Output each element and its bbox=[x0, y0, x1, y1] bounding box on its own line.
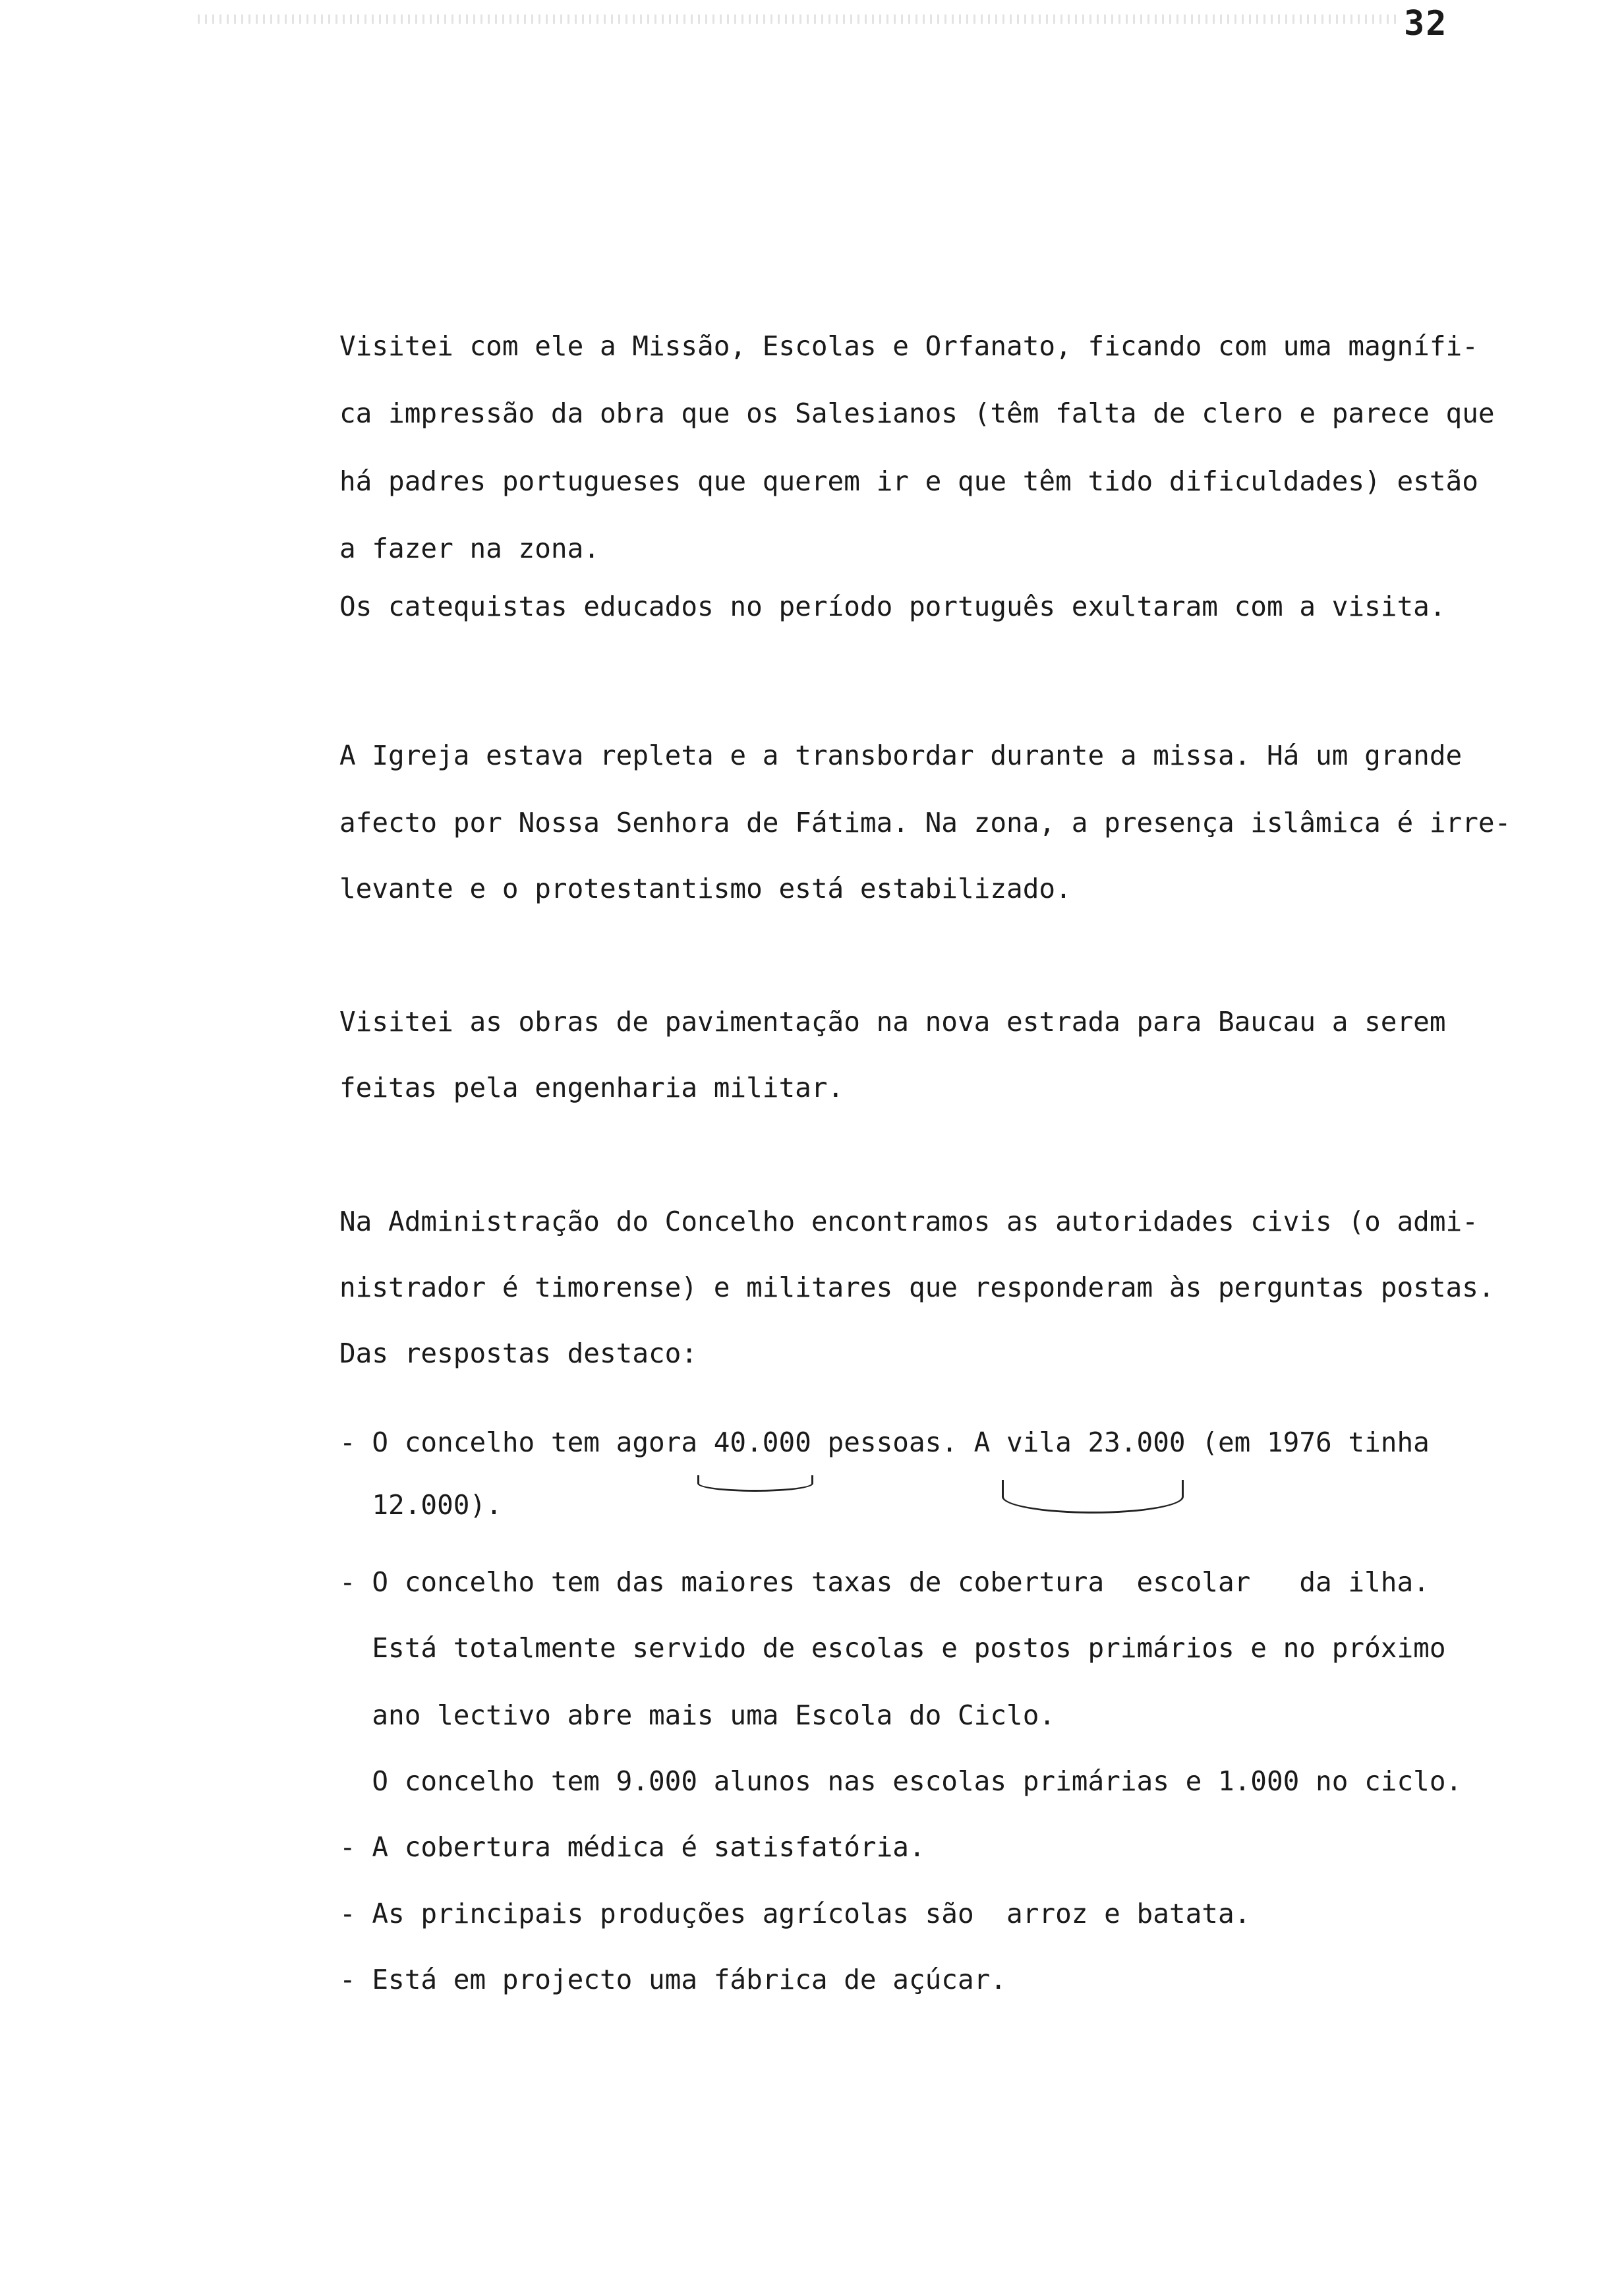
handwritten-underline-mark bbox=[697, 1475, 813, 1492]
paragraph-2-line-1: A Igreja estava repleta e a transbordar durante a missa. Há um grande bbox=[339, 740, 1463, 771]
handwritten-curve-mark bbox=[1002, 1480, 1184, 1514]
paragraph-4-line-1: Na Administração do Concelho encontramos as autoridades civis (o admi- bbox=[339, 1206, 1478, 1237]
paragraph-1-line-5: Os catequistas educados no período português exultaram com a visita. bbox=[339, 591, 1446, 622]
bullet-1-line-1: - O concelho tem agora 40.000 pessoas. A vila 23.000 (em 1976 tinha bbox=[339, 1426, 1430, 1458]
paragraph-2-line-3: levante e o protestantismo está estabilizado. bbox=[339, 873, 1072, 904]
bullet-4-line-1: - As principais produções agrícolas são arroz e batata. bbox=[339, 1898, 1251, 1929]
page-number: 32 bbox=[1404, 4, 1448, 44]
bullet-3-line-1: - A cobertura médica é satisfatória. bbox=[339, 1831, 925, 1863]
bullet-5-line-1: - Está em projecto uma fábrica de açúcar. bbox=[339, 1964, 1007, 1995]
paragraph-1-line-1: Visitei com ele a Missão, Escolas e Orfanato, ficando com uma magnífi- bbox=[339, 330, 1478, 362]
bullet-2-line-2: Está totalmente servido de escolas e postos primários e no próximo bbox=[339, 1632, 1446, 1664]
paragraph-1-line-3: há padres portugueses que querem ir e que têm tido dificuldades) estão bbox=[339, 465, 1478, 497]
paragraph-3-line-2: feitas pela engenharia militar. bbox=[339, 1072, 844, 1103]
paragraph-3-line-1: Visitei as obras de pavimentação na nova estrada para Baucau a serem bbox=[339, 1006, 1446, 1038]
paragraph-2-line-2: afecto por Nossa Senhora de Fátima. Na zona, a presença islâmica é irre- bbox=[339, 807, 1511, 838]
bullet-2-line-4: O concelho tem 9.000 alunos nas escolas primárias e 1.000 no ciclo. bbox=[339, 1765, 1463, 1797]
paragraph-4-line-2: nistrador é timorense) e militares que responderam às perguntas postas. bbox=[339, 1272, 1495, 1303]
paragraph-4-line-3: Das respostas destaco: bbox=[339, 1338, 698, 1369]
bullet-2-line-3: ano lectivo abre mais uma Escola do Ciclo. bbox=[339, 1699, 1056, 1731]
paragraph-1-line-2: ca impressão da obra que os Salesianos (têm falta de clero e parece que bbox=[339, 397, 1495, 429]
scan-noise bbox=[198, 15, 1397, 24]
paragraph-1-line-4: a fazer na zona. bbox=[339, 533, 600, 564]
bullet-2-line-1: - O concelho tem das maiores taxas de cobertura escolar da ilha. bbox=[339, 1566, 1430, 1598]
bullet-1-line-2: 12.000). bbox=[339, 1489, 502, 1521]
